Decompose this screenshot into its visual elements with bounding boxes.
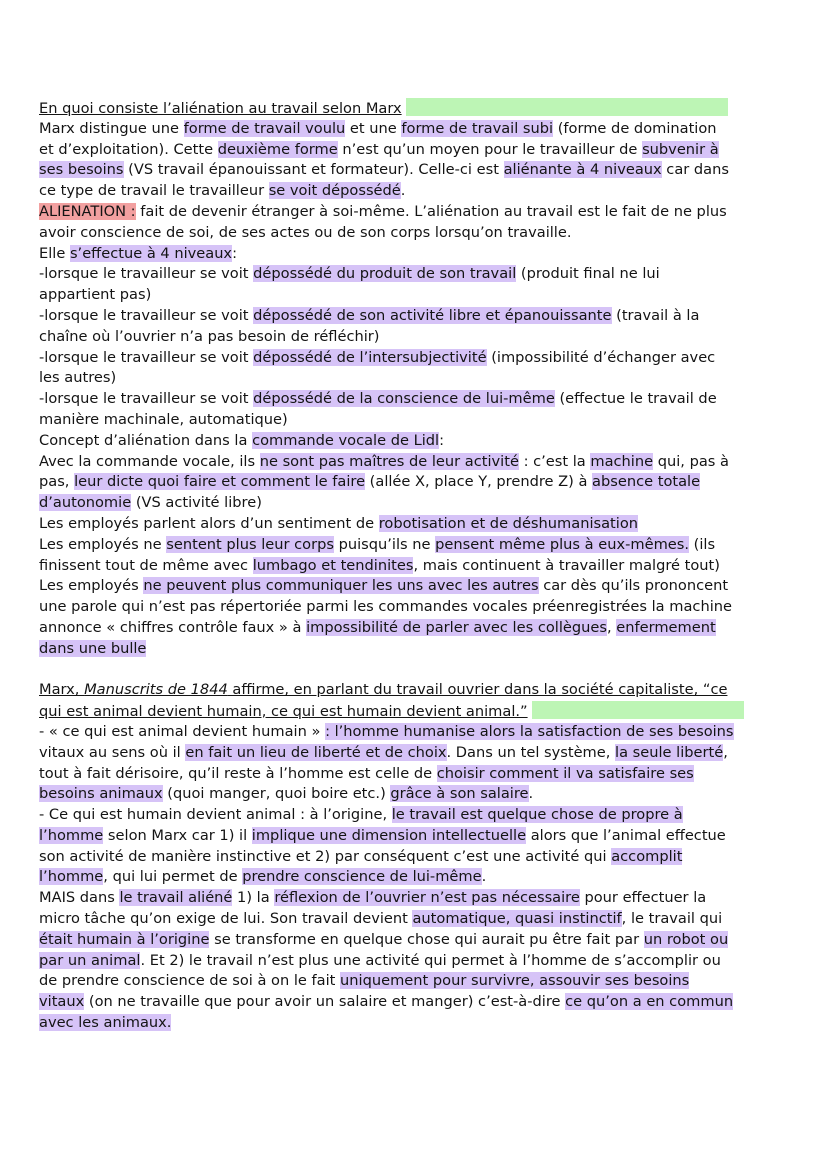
green-highlight — [406, 98, 728, 116]
text-line: d’autonomie (VS activité libre) — [39, 494, 262, 512]
text-line: une parole qui n’est pas répertoriée parmi les commandes vocales préenregistrées la machine — [39, 598, 732, 616]
list-item: -lorsque le travailleur se voit dépossédé de son activité libre et épanouissante (travail à la — [39, 306, 700, 324]
text-line: ce type de travail le travailleur se voit dépossédé. — [39, 182, 406, 200]
list-item: -lorsque le travailleur se voit dépossédé de la conscience de lui-même (effectue le travail de — [39, 390, 717, 408]
text-line: besoins animaux (quoi manger, quoi boire etc.) grâce à son salaire. — [39, 785, 534, 803]
text-line: avec les animaux. — [39, 1014, 172, 1032]
term-alienation: ALIENATION : — [39, 202, 136, 220]
list-item: -lorsque le travailleur se voit dépossédé du produit de son travail (produit final ne lui — [39, 265, 660, 283]
text-line: - « ce qui est animal devient humain » : l’homme humanise alors la satisfaction de ses besoins — [39, 722, 734, 740]
paragraph-gap — [39, 660, 789, 681]
text-line: pas, leur dicte quoi faire et comment le faire (allée X, place Y, prendre Z) à absence totale — [39, 473, 701, 491]
text-line: tout à fait dérisoire, qu’il reste à l’homme est celle de choisir comment il va satisfaire ses — [39, 764, 694, 782]
text-line: son activité de manière instinctive et 2) par conséquent c’est une activité qui accomplit — [39, 847, 683, 865]
text-line: ses besoins (VS travail épanouissant et formateur). Celle-ci est aliénante à 4 niveaux car dans — [39, 161, 729, 179]
text-line: finissent tout de même avec lumbago et tendinites, mais continuent à travailler malgré tout) — [39, 556, 720, 574]
text-line: les autres) — [39, 369, 117, 387]
quote-line: qui est animal devient humain, ce qui est humain devient animal.” — [39, 701, 789, 722]
text-line: Concept d’aliénation dans la commande vocale de Lidl: — [39, 431, 445, 449]
text-line: vitaux (on ne travaille que pour avoir un salaire et manger) c’est-à-dire ce qu’on a en commun — [39, 993, 734, 1011]
text-line: dans une bulle — [39, 639, 147, 657]
text-line: et d’exploitation). Cette deuxième forme n’est qu’un moyen pour le travailleur de subvenir à — [39, 140, 719, 158]
text-line: l’homme selon Marx car 1) il implique une dimension intellectuelle alors que l’animal effectue — [39, 826, 726, 844]
text-line: l’homme, qui lui permet de prendre conscience de lui-même. — [39, 868, 487, 886]
text-line: MAIS dans le travail aliéné 1) la réflexion de l’ouvrier n’est pas nécessaire pour effectuer la — [39, 889, 707, 907]
text-line: annonce « chiffres contrôle faux » à impossibilité de parler avec les collègues, enfermement — [39, 618, 716, 636]
document-page — [39, 98, 789, 1034]
section-title: En quoi consiste l’aliénation au travail selon Marx — [39, 98, 789, 119]
text-line: micro tâche qu’on exige de lui. Son travail devient automatique, quasi instinctif, le travail qui — [39, 910, 723, 928]
text-line: par un animal. Et 2) le travail n’est plus une activité qui permet à l’homme de s’accomplir ou — [39, 951, 721, 969]
text-line: Avec la commande vocale, ils ne sont pas maîtres de leur activité : c’est la machine qui, pas à — [39, 452, 729, 470]
definition-line: ALIENATION : fait de devenir étranger à soi-même. L’aliénation au travail est le fait de ne plus — [39, 202, 727, 220]
text-line: - Ce qui est humain devient animal : à l’origine, le travail est quelque chose de propre à — [39, 806, 683, 824]
text-line: Les employés parlent alors d’un sentiment de robotisation et de déshumanisation — [39, 514, 638, 532]
text-line: Les employés ne sentent plus leur corps puisqu’ils ne pensent même plus à eux-mêmes. (ils — [39, 535, 716, 553]
quote-intro-line: Marx, Manuscrits de 1844 affirme, en parlant du travail ouvrier dans la société capitaliste, “ce — [39, 681, 728, 699]
text-line: appartient pas) — [39, 286, 152, 304]
list-item: -lorsque le travailleur se voit dépossédé de l’intersubjectivité (impossibilité d’échanger avec — [39, 348, 716, 366]
text-line: chaîne où l’ouvrier n’a pas besoin de réfléchir) — [39, 327, 380, 345]
text-line: avoir conscience de soi, de ses actes ou de son corps lorsqu’on travaille. — [39, 223, 572, 241]
text-line: Les employés ne peuvent plus communiquer les uns avec les autres car dès qu’ils prononcent — [39, 577, 729, 595]
green-highlight — [532, 701, 744, 719]
text-line: de prendre conscience de soi à on le fait uniquement pour survivre, assouvir ses besoins — [39, 972, 690, 990]
text-line: était humain à l’origine se transforme en quelque chose qui aurait pu être fait par un robot ou — [39, 930, 729, 948]
text-line: manière machinale, automatique) — [39, 410, 288, 428]
text-line: vitaux au sens où il en fait un lieu de liberté et de choix. Dans un tel système, la seule liberté, — [39, 743, 728, 761]
text-line: Elle s’effectue à 4 niveaux: — [39, 244, 237, 262]
text-line: Marx distingue une forme de travail voulu et une forme de travail subi (forme de domination — [39, 119, 717, 137]
